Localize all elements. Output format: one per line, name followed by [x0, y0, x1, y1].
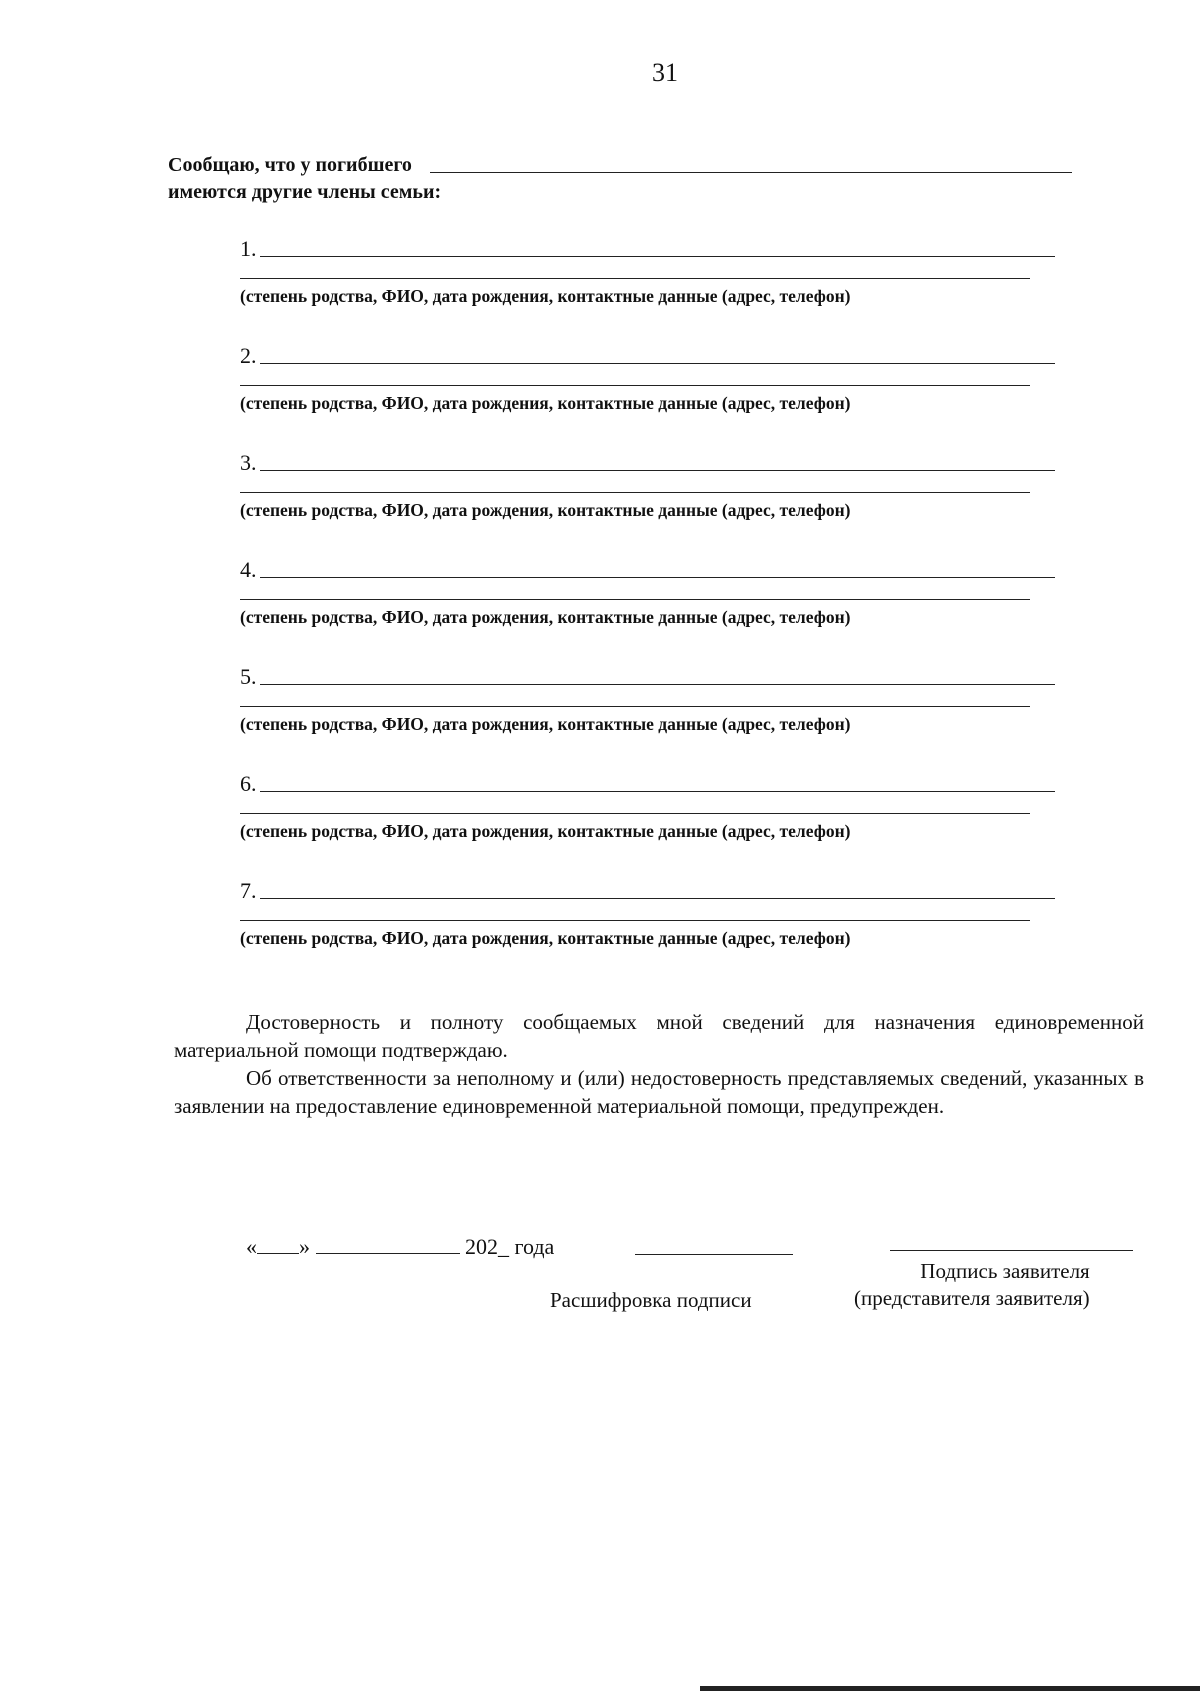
family-member-entry-7 [240, 878, 1040, 958]
signature-decode-field[interactable] [635, 1254, 793, 1255]
entry-field-line[interactable] [260, 363, 1055, 364]
entry-field-line[interactable] [260, 684, 1055, 685]
entry-caption: (степень родства, ФИО, дата рождения, контактные данные (адрес, телефон) [240, 821, 851, 841]
entry-field-line[interactable] [260, 256, 1055, 257]
entry-number: 5. [240, 664, 257, 689]
month-field[interactable] [316, 1235, 460, 1254]
entry-field-line[interactable] [260, 577, 1055, 578]
entry-field-line[interactable] [260, 898, 1055, 899]
entry-field-line-2[interactable] [240, 492, 1030, 493]
family-member-entry-2 [240, 343, 1040, 423]
family-member-entry-3 [240, 450, 1040, 530]
entry-field-line-2[interactable] [240, 920, 1030, 921]
entry-field-line[interactable] [260, 791, 1055, 792]
entry-number: 6. [240, 771, 257, 796]
close-quote: » [299, 1234, 310, 1259]
family-member-entry-4 [240, 557, 1040, 637]
deceased-name-field[interactable] [430, 172, 1072, 173]
entry-number: 7. [240, 878, 257, 903]
year-word: года [514, 1234, 555, 1259]
decode-label: Расшифровка подписи [550, 1288, 752, 1312]
intro-block [168, 152, 441, 206]
entry-caption: (степень родства, ФИО, дата рождения, контактные данные (адрес, телефон) [240, 714, 851, 734]
family-member-entry-1 [240, 236, 1040, 316]
entry-caption: (степень родства, ФИО, дата рождения, контактные данные (адрес, телефон) [240, 393, 851, 413]
date-row [246, 1234, 554, 1260]
entry-field-line-2[interactable] [240, 278, 1030, 279]
scan-edge-mark [700, 1686, 1200, 1691]
entry-number: 1. [240, 236, 257, 261]
entry-caption: (степень родства, ФИО, дата рождения, контактные данные (адрес, телефон) [240, 607, 851, 627]
entry-number: 3. [240, 450, 257, 475]
entry-field-line-2[interactable] [240, 385, 1030, 386]
entry-field-line[interactable] [260, 470, 1055, 471]
entry-caption: (степень родства, ФИО, дата рождения, контактные данные (адрес, телефон) [240, 286, 851, 306]
entry-field-line-2[interactable] [240, 813, 1030, 814]
page-number: 31 [652, 58, 678, 87]
intro-line-2: имеются другие члены семьи: [168, 181, 442, 203]
family-member-entry-5 [240, 664, 1040, 744]
confirmation-text-2: Об ответственности за неполному и (или) недостоверность представляемых сведений, указанных в заявлении на предоставление единовременной материальной помощи, предупрежден. [174, 1066, 1144, 1118]
confirmation-paragraph-2 [174, 1064, 1144, 1120]
confirmation-paragraph-1 [174, 1008, 1144, 1064]
signature-label: Подпись заявителя [920, 1259, 1090, 1283]
entry-field-line-2[interactable] [240, 599, 1030, 600]
entry-field-line-2[interactable] [240, 706, 1030, 707]
family-member-entry-6 [240, 771, 1040, 851]
applicant-signature-field[interactable] [890, 1250, 1133, 1251]
day-field[interactable] [257, 1235, 299, 1254]
year-field[interactable]: 202_ [465, 1234, 509, 1259]
open-quote: « [246, 1234, 257, 1259]
intro-line-1: Сообщаю, что у погибшего [168, 154, 412, 176]
entry-number: 2. [240, 343, 257, 368]
signature-label-representative: (представителя заявителя) [854, 1286, 1090, 1310]
entry-number: 4. [240, 557, 257, 582]
confirmation-text-1: Достоверность и полноту сообщаемых мной сведений для назначения единовременной материальной помощи подтверждаю. [174, 1010, 1144, 1062]
entry-caption: (степень родства, ФИО, дата рождения, контактные данные (адрес, телефон) [240, 928, 851, 948]
entry-caption: (степень родства, ФИО, дата рождения, контактные данные (адрес, телефон) [240, 500, 851, 520]
